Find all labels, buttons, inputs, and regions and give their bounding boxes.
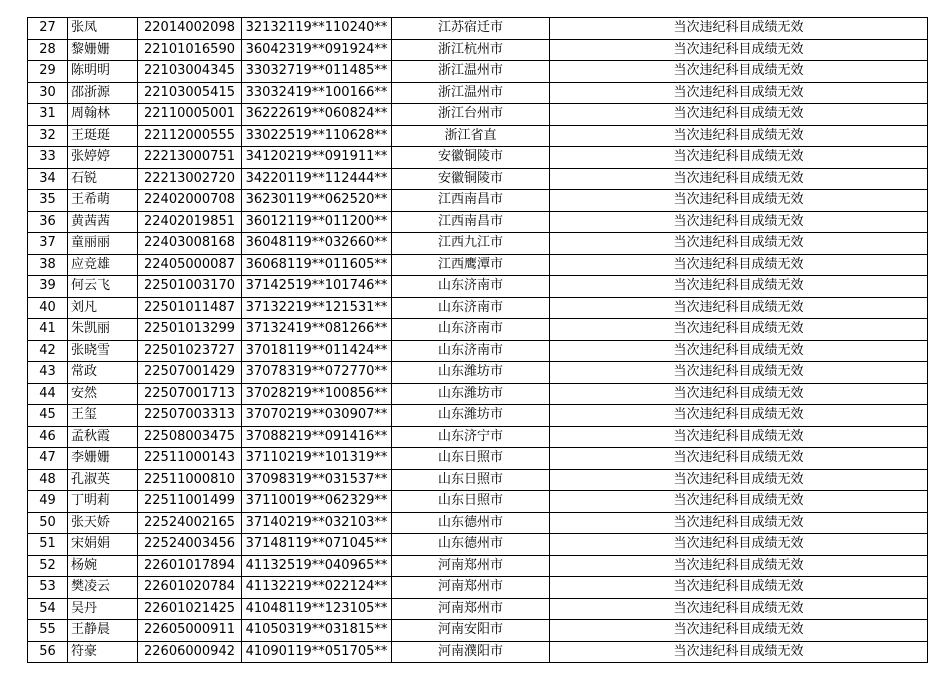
result-cell: 当次违纪科目成绩无效: [550, 641, 928, 663]
exam-id-cell: 22601020784: [138, 577, 242, 599]
result-cell: 当次违纪科目成绩无效: [550, 190, 928, 212]
id-card-cell: 41132519**040965**: [242, 555, 392, 577]
result-cell: 当次违纪科目成绩无效: [550, 555, 928, 577]
table-row: [28, 620, 928, 642]
table-row: [28, 168, 928, 190]
region-cell: 山东日照市: [392, 448, 550, 470]
exam-id-cell: 22405000087: [138, 254, 242, 276]
region-cell: 河南郑州市: [392, 577, 550, 599]
exam-id-cell: 22103004345: [138, 61, 242, 83]
exam-id-cell: 22402000708: [138, 190, 242, 212]
region-cell: 河南郑州市: [392, 555, 550, 577]
region-cell: 山东潍坊市: [392, 405, 550, 427]
row-number-cell: 28: [28, 39, 68, 61]
result-cell: 当次违纪科目成绩无效: [550, 254, 928, 276]
region-cell: 山东济南市: [392, 319, 550, 341]
name-cell: 孔淑英: [68, 469, 138, 491]
region-cell: 山东日照市: [392, 469, 550, 491]
region-cell: 河南安阳市: [392, 620, 550, 642]
region-cell: 山东潍坊市: [392, 362, 550, 384]
result-cell: 当次违纪科目成绩无效: [550, 104, 928, 126]
region-cell: 江西九江市: [392, 233, 550, 255]
id-card-cell: 41050319**031815**: [242, 620, 392, 642]
exam-id-cell: 22014002098: [138, 18, 242, 40]
row-number-cell: 31: [28, 104, 68, 126]
id-card-cell: 36230119**062520**: [242, 190, 392, 212]
id-card-cell: 37110219**101319**: [242, 448, 392, 470]
region-cell: 浙江杭州市: [392, 39, 550, 61]
row-number-cell: 49: [28, 491, 68, 513]
result-cell: 当次违纪科目成绩无效: [550, 319, 928, 341]
result-cell: 当次违纪科目成绩无效: [550, 276, 928, 298]
exam-id-cell: 22511000143: [138, 448, 242, 470]
table-row: [28, 211, 928, 233]
region-cell: 安徽铜陵市: [392, 147, 550, 169]
result-cell: 当次违纪科目成绩无效: [550, 620, 928, 642]
result-cell: 当次违纪科目成绩无效: [550, 340, 928, 362]
name-cell: 杨婉: [68, 555, 138, 577]
region-cell: 浙江温州市: [392, 82, 550, 104]
region-cell: 江西南昌市: [392, 211, 550, 233]
result-cell: 当次违纪科目成绩无效: [550, 211, 928, 233]
name-cell: 朱凯丽: [68, 319, 138, 341]
id-card-cell: 41048119**123105**: [242, 598, 392, 620]
exam-id-cell: 22213002720: [138, 168, 242, 190]
result-cell: 当次违纪科目成绩无效: [550, 383, 928, 405]
exam-id-cell: 22501013299: [138, 319, 242, 341]
exam-id-cell: 22511000810: [138, 469, 242, 491]
row-number-cell: 45: [28, 405, 68, 427]
name-cell: 石锐: [68, 168, 138, 190]
row-number-cell: 52: [28, 555, 68, 577]
result-cell: 当次违纪科目成绩无效: [550, 61, 928, 83]
result-cell: 当次违纪科目成绩无效: [550, 82, 928, 104]
row-number-cell: 30: [28, 82, 68, 104]
result-cell: 当次违纪科目成绩无效: [550, 18, 928, 40]
region-cell: 河南郑州市: [392, 598, 550, 620]
table-row: [28, 319, 928, 341]
table-row: [28, 426, 928, 448]
table-row: [28, 125, 928, 147]
exam-id-cell: 22524003456: [138, 534, 242, 556]
name-cell: 常政: [68, 362, 138, 384]
region-cell: 浙江温州市: [392, 61, 550, 83]
row-number-cell: 38: [28, 254, 68, 276]
table-row: [28, 190, 928, 212]
name-cell: 符豪: [68, 641, 138, 663]
exam-id-cell: 22605000911: [138, 620, 242, 642]
table-row: [28, 18, 928, 40]
table-row: [28, 491, 928, 513]
region-cell: 江苏宿迁市: [392, 18, 550, 40]
id-card-cell: 37148119**071045**: [242, 534, 392, 556]
id-card-cell: 33032719**011485**: [242, 61, 392, 83]
row-number-cell: 29: [28, 61, 68, 83]
name-cell: 宋娟娟: [68, 534, 138, 556]
region-cell: 山东济南市: [392, 276, 550, 298]
exam-id-cell: 22511001499: [138, 491, 242, 513]
result-cell: 当次违纪科目成绩无效: [550, 233, 928, 255]
row-number-cell: 36: [28, 211, 68, 233]
row-number-cell: 43: [28, 362, 68, 384]
table-row: [28, 297, 928, 319]
row-number-cell: 42: [28, 340, 68, 362]
region-cell: 山东德州市: [392, 534, 550, 556]
result-cell: 当次违纪科目成绩无效: [550, 577, 928, 599]
region-cell: 河南濮阳市: [392, 641, 550, 663]
name-cell: 张凤: [68, 18, 138, 40]
row-number-cell: 40: [28, 297, 68, 319]
row-number-cell: 55: [28, 620, 68, 642]
table-row: [28, 39, 928, 61]
id-card-cell: 37132219**121531**: [242, 297, 392, 319]
region-cell: 山东济南市: [392, 340, 550, 362]
exam-id-cell: 22101016590: [138, 39, 242, 61]
id-card-cell: 33022519**110628**: [242, 125, 392, 147]
region-cell: 浙江省直: [392, 125, 550, 147]
exam-id-cell: 22508003475: [138, 426, 242, 448]
id-card-cell: 41132219**022124**: [242, 577, 392, 599]
name-cell: 黎姗姗: [68, 39, 138, 61]
table-row: [28, 448, 928, 470]
name-cell: 王希萌: [68, 190, 138, 212]
result-cell: 当次违纪科目成绩无效: [550, 512, 928, 534]
id-card-cell: 37028219**100856**: [242, 383, 392, 405]
exam-id-cell: 22507003313: [138, 405, 242, 427]
region-cell: 山东济宁市: [392, 426, 550, 448]
row-number-cell: 54: [28, 598, 68, 620]
result-cell: 当次违纪科目成绩无效: [550, 39, 928, 61]
result-cell: 当次违纪科目成绩无效: [550, 426, 928, 448]
result-cell: 当次违纪科目成绩无效: [550, 448, 928, 470]
exam-id-cell: 22606000942: [138, 641, 242, 663]
id-card-cell: 36042319**091924**: [242, 39, 392, 61]
id-card-cell: 33032419**100166**: [242, 82, 392, 104]
table-row: [28, 555, 928, 577]
id-card-cell: 36222619**060824**: [242, 104, 392, 126]
result-cell: 当次违纪科目成绩无效: [550, 147, 928, 169]
exam-id-cell: 22524002165: [138, 512, 242, 534]
result-cell: 当次违纪科目成绩无效: [550, 405, 928, 427]
table-row: [28, 641, 928, 663]
id-card-cell: 37140219**032103**: [242, 512, 392, 534]
name-cell: 王玺: [68, 405, 138, 427]
table-row: [28, 104, 928, 126]
id-card-cell: 36012119**011200**: [242, 211, 392, 233]
name-cell: 李姗姗: [68, 448, 138, 470]
name-cell: 周翰林: [68, 104, 138, 126]
result-cell: 当次违纪科目成绩无效: [550, 469, 928, 491]
exam-id-cell: 22402019851: [138, 211, 242, 233]
row-number-cell: 34: [28, 168, 68, 190]
name-cell: 吴丹: [68, 598, 138, 620]
table-row: [28, 340, 928, 362]
row-number-cell: 44: [28, 383, 68, 405]
exam-id-cell: 22501023727: [138, 340, 242, 362]
exam-id-cell: 22403008168: [138, 233, 242, 255]
row-number-cell: 33: [28, 147, 68, 169]
result-cell: 当次违纪科目成绩无效: [550, 125, 928, 147]
exam-id-cell: 22501003170: [138, 276, 242, 298]
row-number-cell: 47: [28, 448, 68, 470]
table-row: [28, 233, 928, 255]
row-number-cell: 32: [28, 125, 68, 147]
name-cell: 童丽丽: [68, 233, 138, 255]
exam-id-cell: 22112000555: [138, 125, 242, 147]
region-cell: 江西鹰潭市: [392, 254, 550, 276]
id-card-cell: 36068119**011605**: [242, 254, 392, 276]
exam-id-cell: 22507001429: [138, 362, 242, 384]
id-card-cell: 37018119**011424**: [242, 340, 392, 362]
row-number-cell: 37: [28, 233, 68, 255]
row-number-cell: 39: [28, 276, 68, 298]
row-number-cell: 41: [28, 319, 68, 341]
result-cell: 当次违纪科目成绩无效: [550, 362, 928, 384]
result-cell: 当次违纪科目成绩无效: [550, 534, 928, 556]
table-row: [28, 405, 928, 427]
id-card-cell: 37142519**101746**: [242, 276, 392, 298]
id-card-cell: 34120219**091911**: [242, 147, 392, 169]
id-card-cell: 32132119**110240**: [242, 18, 392, 40]
exam-id-cell: 22110005001: [138, 104, 242, 126]
region-cell: 江西南昌市: [392, 190, 550, 212]
name-cell: 安然: [68, 383, 138, 405]
exam-id-cell: 22501011487: [138, 297, 242, 319]
table-row: [28, 147, 928, 169]
row-number-cell: 27: [28, 18, 68, 40]
name-cell: 应竞雄: [68, 254, 138, 276]
name-cell: 黄茜茜: [68, 211, 138, 233]
name-cell: 樊凌云: [68, 577, 138, 599]
result-cell: 当次违纪科目成绩无效: [550, 491, 928, 513]
row-number-cell: 50: [28, 512, 68, 534]
exam-id-cell: 22601017894: [138, 555, 242, 577]
table-row: [28, 362, 928, 384]
id-card-cell: 37110019**062329**: [242, 491, 392, 513]
table-row: [28, 534, 928, 556]
table-row: [28, 598, 928, 620]
table-row: [28, 276, 928, 298]
result-cell: 当次违纪科目成绩无效: [550, 297, 928, 319]
row-number-cell: 56: [28, 641, 68, 663]
table-row: [28, 383, 928, 405]
table-row: [28, 577, 928, 599]
name-cell: 邵浙源: [68, 82, 138, 104]
result-cell: 当次违纪科目成绩无效: [550, 168, 928, 190]
row-number-cell: 48: [28, 469, 68, 491]
result-cell: 当次违纪科目成绩无效: [550, 598, 928, 620]
region-cell: 山东济南市: [392, 297, 550, 319]
id-card-cell: 37132419**081266**: [242, 319, 392, 341]
table-row: [28, 254, 928, 276]
id-card-cell: 34220119**112444**: [242, 168, 392, 190]
name-cell: 何云飞: [68, 276, 138, 298]
region-cell: 山东德州市: [392, 512, 550, 534]
name-cell: 丁明莉: [68, 491, 138, 513]
id-card-cell: 36048119**032660**: [242, 233, 392, 255]
table-row: [28, 512, 928, 534]
region-cell: 安徽铜陵市: [392, 168, 550, 190]
name-cell: 张晓雪: [68, 340, 138, 362]
exam-id-cell: 22213000751: [138, 147, 242, 169]
row-number-cell: 53: [28, 577, 68, 599]
row-number-cell: 46: [28, 426, 68, 448]
row-number-cell: 51: [28, 534, 68, 556]
name-cell: 张天娇: [68, 512, 138, 534]
name-cell: 陈明明: [68, 61, 138, 83]
id-card-cell: 37098319**031537**: [242, 469, 392, 491]
table-row: [28, 82, 928, 104]
name-cell: 刘凡: [68, 297, 138, 319]
violation-results-table: [27, 17, 928, 663]
table-row: [28, 61, 928, 83]
region-cell: 山东潍坊市: [392, 383, 550, 405]
table-row: [28, 469, 928, 491]
name-cell: 孟秋霞: [68, 426, 138, 448]
exam-id-cell: 22507001713: [138, 383, 242, 405]
region-cell: 山东日照市: [392, 491, 550, 513]
region-cell: 浙江台州市: [392, 104, 550, 126]
table-body: [28, 18, 928, 663]
name-cell: 张婷婷: [68, 147, 138, 169]
row-number-cell: 35: [28, 190, 68, 212]
exam-id-cell: 22103005415: [138, 82, 242, 104]
name-cell: 王珽珽: [68, 125, 138, 147]
id-card-cell: 37088219**091416**: [242, 426, 392, 448]
id-card-cell: 37070219**030907**: [242, 405, 392, 427]
exam-id-cell: 22601021425: [138, 598, 242, 620]
id-card-cell: 37078319**072770**: [242, 362, 392, 384]
name-cell: 王静晨: [68, 620, 138, 642]
id-card-cell: 41090119**051705**: [242, 641, 392, 663]
